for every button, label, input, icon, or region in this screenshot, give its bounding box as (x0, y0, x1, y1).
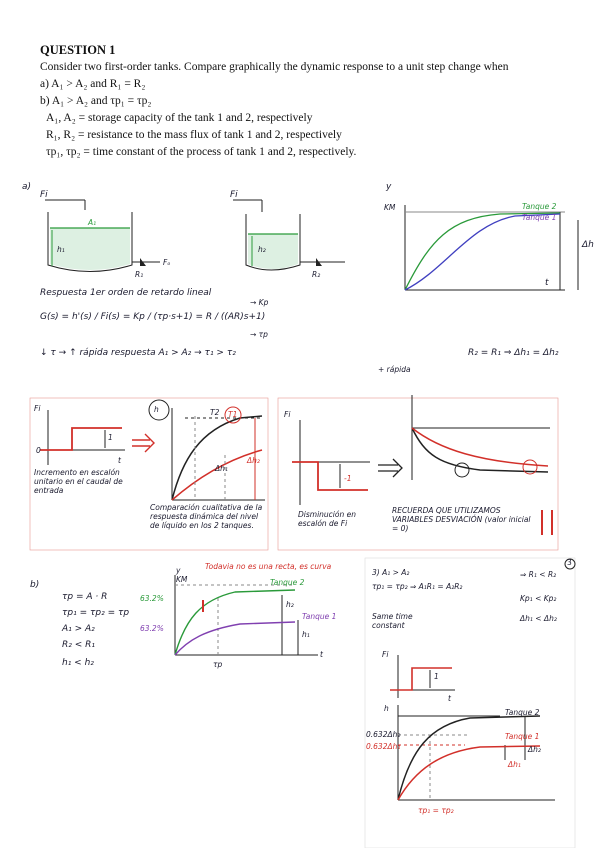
graph-a-y: y (386, 182, 392, 192)
fig1-caption1: Incremento en escalón unitario en el caudal de entrada (34, 468, 123, 495)
graph-a-dh: Δh (582, 240, 594, 250)
graph-a-tanque1: Tanque 1 (522, 213, 557, 222)
case-a: a) A₁ > A₂ and R₁ = R₂ (40, 78, 146, 90)
c-tanque2: Tanque 2 (505, 708, 540, 717)
c-step: 1 (434, 672, 439, 681)
fig1-dh1: Δh₁ (215, 464, 228, 473)
c-circle-num: 3 (567, 558, 572, 567)
tank1-area: A₁ (88, 218, 97, 227)
b-eq2: τp₁ = τp₂ = τp (62, 608, 130, 618)
fig1-step: 1 (108, 433, 113, 442)
tank2-h: h₂ (258, 245, 266, 254)
c-dh2: Δh₂ (528, 745, 541, 754)
definition-A: A₁, A₂ = storage capacity of the tank 1 and 2, respectively (46, 112, 313, 124)
b-h1: h₁ (302, 630, 310, 639)
arrow-tp: → τp (250, 330, 268, 339)
b-red-note: Todavia no es una recta, es curva (205, 562, 332, 571)
fig1-dh2: Δh₂ (247, 456, 260, 465)
b-eq1: τp = A · R (62, 592, 108, 602)
fig1-fi: Fi (34, 404, 41, 413)
label-b: b) (30, 580, 40, 590)
fig1-caption4: RECUERDA QUE UTILIZAMOS VARIABLES DESVIACIÓN (valor inicial = 0) (392, 506, 531, 533)
case-b: b) A₁ > A₂ and τp₁ = τp₂ (40, 95, 152, 107)
b-tanque2: Tanque 2 (270, 578, 305, 587)
tank2-fi: Fi (230, 190, 238, 200)
question-statement: Consider two first-order tanks. Compare graphically the dynamic response to a unit step change when (40, 61, 509, 73)
tank1-Fo: Fₒ (163, 258, 171, 267)
graph-a-tanque2: Tanque 2 (522, 202, 557, 211)
fig1-caption2: Comparación cualitativa de la respuesta dinámica del nivel de líquido en los 2 tanques. (150, 503, 263, 530)
fig1-h: h (154, 405, 159, 414)
c-lvl2: 0.632Δh₁ (366, 742, 401, 751)
b-tanque1: Tanque 1 (302, 612, 337, 621)
b-eq5: h₁ < h₂ (62, 658, 94, 668)
tank2-R: R₂ (312, 270, 321, 279)
b-pct1: 63.2% (140, 594, 164, 603)
label-a: a) (22, 182, 32, 192)
fast-note: + rápida (378, 365, 411, 374)
c-arrow: ⇒ R₁ < R₂ (520, 570, 557, 579)
response-line: Respuesta 1er orden de retardo lineal (40, 288, 212, 298)
c-line2: τp₁ = τp₂ ⇒ A₁R₁ = A₂R₂ (372, 582, 463, 591)
c-line1: 3) A₁ > A₂ (372, 568, 410, 577)
graph-a-t: t (545, 278, 549, 288)
tank1-h: h₁ (57, 245, 65, 254)
b-eq3: A₁ > A₂ (62, 624, 95, 634)
arrow-kp: → Kp (250, 298, 269, 307)
transfer-function: G(s) = h'(s) / Fi(s) = Kp / (τp·s+1) = R / ((AR)s+1) (40, 312, 266, 322)
fig1-caption3: Disminución en escalón de Fi (298, 510, 356, 528)
graph-a-km: KM (384, 203, 396, 212)
c-h: h (384, 704, 389, 713)
b-t: t (320, 650, 323, 659)
b-graph-km: KM (176, 575, 188, 584)
c-same-time: Same time constant (372, 612, 413, 630)
c-fi: Fi (382, 650, 389, 659)
definition-R: R₁, R₂ = resistance to the mass flux of tank 1 and 2, respectively (46, 129, 342, 141)
fig1-fi2: Fi (284, 410, 291, 419)
b-graph-y: y (176, 566, 181, 575)
c-tau: τp₁ = τp₂ (418, 806, 454, 815)
c-t: t (448, 694, 451, 703)
definition-tau: τp₁, τp₂ = time constant of the process of tank 1 and 2, respectively. (46, 146, 357, 158)
fig1-minus1: -1 (344, 474, 352, 483)
tank1-fi: Fi (40, 190, 48, 200)
b-pct2: 63.2% (140, 624, 164, 633)
equal-resistance: R₂ = R₁ ⇒ Δh₁ = Δh₂ (468, 348, 559, 358)
b-eq4: R₂ < R₁ (62, 640, 95, 650)
c-line4: Δh₁ < Δh₂ (520, 614, 557, 623)
fig1-t: t (118, 456, 121, 465)
fast-response-line: ↓ τ → ↑ rápida respuesta A₁ > A₂ → τ₁ > τ₂ (40, 348, 236, 358)
b-h2: h₂ (286, 600, 294, 609)
fig1-T2: T2 (210, 408, 220, 417)
c-line3: Kp₁ < Kp₂ (520, 594, 557, 603)
c-tanque1: Tanque 1 (505, 732, 540, 741)
fig1-zero: 0 (36, 446, 41, 455)
tank1-R: R₁ (135, 270, 144, 279)
c-dh1: Δh₁ (508, 760, 521, 769)
fig1-T1: T1 (228, 410, 238, 419)
c-lvl1: 0.632Δh₂ (366, 730, 401, 739)
b-tau: τp (213, 660, 223, 669)
question-title: QUESTION 1 (40, 43, 116, 57)
